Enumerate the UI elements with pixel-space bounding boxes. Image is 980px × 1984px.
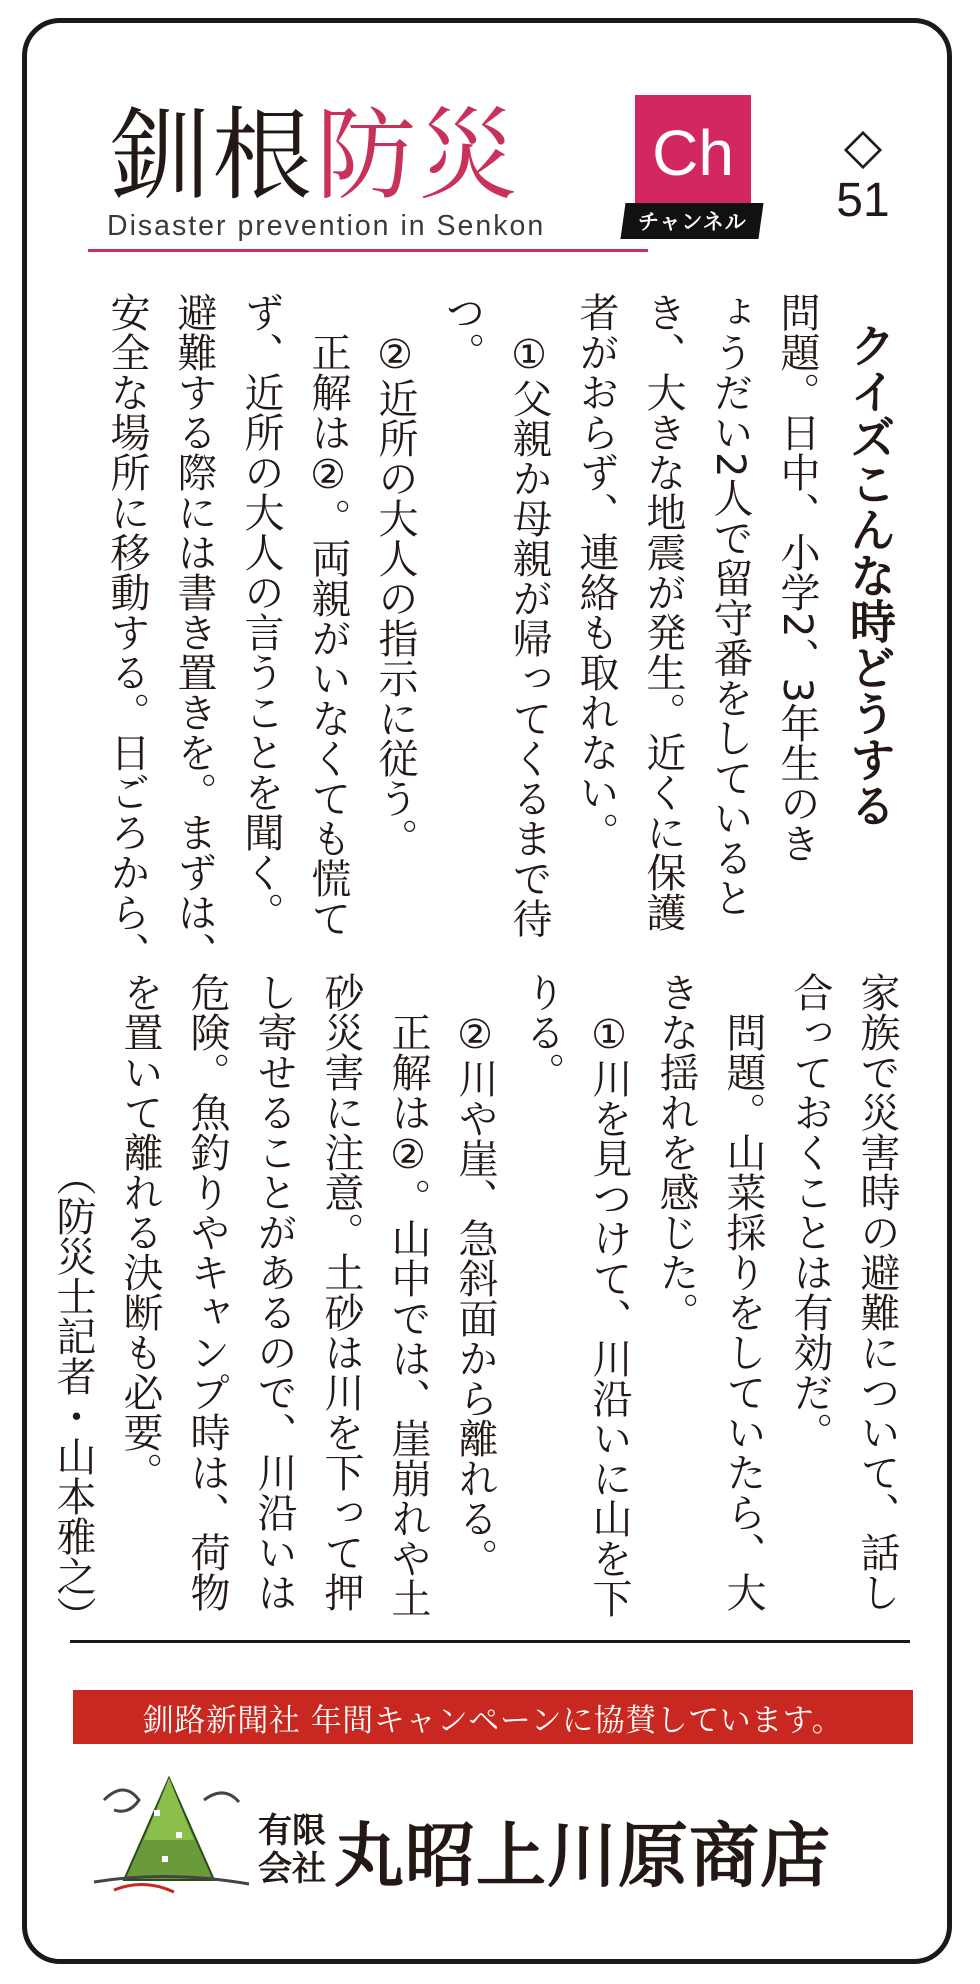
text-column: ①父親か母親が帰ってくるまで待 (506, 292, 552, 938)
text-column: を置いて離れる決断も必要。 (117, 972, 163, 1492)
text-column: 問題。山菜採りをしていたら、大 (720, 972, 766, 1612)
text-column: きな揺れを感じた。 (653, 972, 699, 1332)
company-type-line-1: 有限 (258, 1811, 326, 1851)
diamond-icon: ◇ (843, 117, 883, 175)
text-column: 問題。日中、小学2、3年生のき (774, 292, 820, 863)
text-column: りる。 (519, 972, 565, 1092)
text-column: 砂災害に注意。土砂は川を下って押 (318, 972, 364, 1612)
text-column: 合っておくことは有効だ。 (787, 972, 833, 1452)
sponsor-banner-text: 釧路新聞社 年間キャンペーンに協賛しています。 (142, 1702, 844, 1739)
text-column: 家族で災害時の避難について、話し (854, 972, 900, 1612)
sponsor-banner (73, 1690, 913, 1744)
issue-number: 51 (836, 174, 890, 227)
sponsor-company (258, 1795, 831, 1905)
subtitle-underline (88, 249, 648, 252)
text-column: き、大きな地震が発生。近くに保護 (640, 292, 686, 932)
tree-logo-icon (84, 1770, 254, 1900)
company-type-line-2: 会社 (258, 1849, 326, 1889)
text-column: 危険。魚釣りやキャンプ時は、荷物 (184, 972, 230, 1612)
text-column: ②近所の大人の指示に従う。 (372, 292, 418, 858)
header (0, 0, 980, 270)
article-lower-tier (50, 972, 910, 1636)
article-upper-tier (72, 292, 910, 972)
channel-badge-text: Ch (652, 117, 734, 189)
article-headline: クイズこんな時どうする (843, 322, 897, 828)
text-column: つ。 (439, 292, 485, 372)
text-column: 正解は②。山中では、崖崩れや土 (385, 972, 431, 1618)
text-column: 正解は②。両親がいなくても慌て (305, 292, 351, 938)
text-column: ず、近所の大人の言うことを聞く。 (238, 292, 284, 932)
subtitle: Disaster prevention in Senkon (107, 210, 546, 242)
title-plain: 釧根 (110, 97, 314, 214)
channel-tag-text: チャンネル (637, 210, 747, 234)
text-column: 者がおらず、連絡も取れない。 (573, 292, 619, 852)
text-column: し寄せることがあるので、川沿いは (251, 972, 297, 1612)
page-title (110, 96, 520, 216)
channel-badge (635, 95, 751, 211)
text-column: 安全な場所に移動する。日ごろから、 (104, 292, 150, 972)
byline: （防災士記者・山本雅之） (50, 1156, 96, 1636)
text-column: ②川や崖、急斜面から離れる。 (452, 972, 498, 1578)
title-accent: 防災 (316, 97, 520, 214)
text-column: ょうだい2人で留守番をしていると (707, 292, 753, 918)
text-column: ①川を見つけて、川沿いに山を下 (586, 972, 632, 1618)
article-body (50, 292, 910, 1636)
divider (70, 1640, 910, 1643)
company-name: 丸昭上川原商店 (334, 1814, 831, 1897)
company-type (258, 1812, 326, 1888)
text-column: 避難する際には書き置きを。まずは、 (171, 292, 217, 972)
issue-number-block (820, 118, 906, 228)
channel-tag (620, 203, 763, 239)
